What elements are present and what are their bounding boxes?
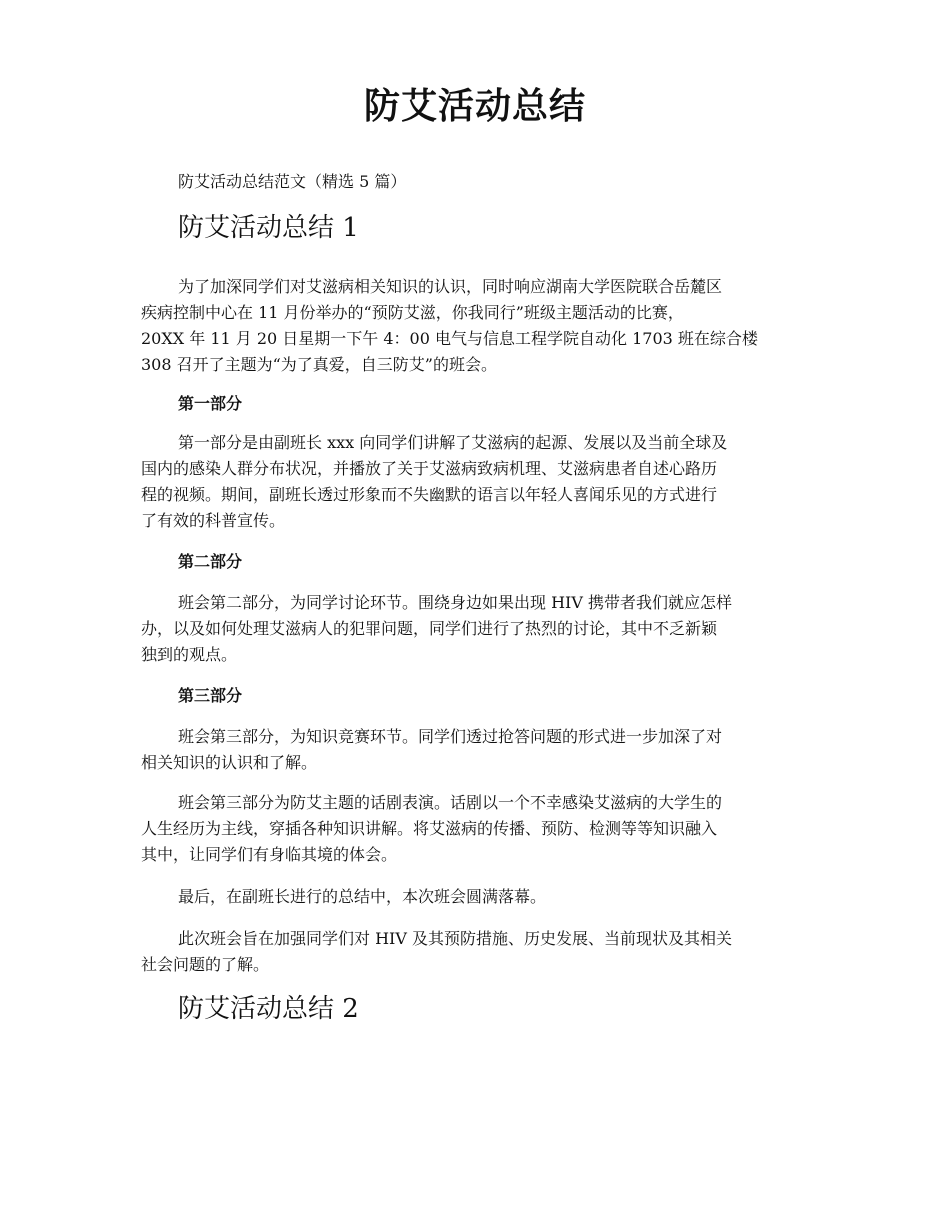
- paragraph-line: 疾病控制中心在 11 月份举办的“预防艾滋，你我同行”班级主题活动的比赛，: [141, 303, 684, 322]
- drama-paragraph: [141, 790, 811, 868]
- section-heading-1: 防艾活动总结 1: [178, 213, 359, 243]
- paragraph-line: 第一部分是由副班长 xxx 向同学们讲解了艾滋病的起源、发展以及当前全球及: [178, 433, 728, 452]
- section-heading-2: 防艾活动总结 2: [178, 994, 359, 1024]
- part3-paragraph: [141, 724, 811, 776]
- paragraph-line: 此次班会旨在加强同学们对 HIV 及其预防措施、历史发展、当前现状及其相关: [178, 929, 733, 948]
- paragraph-line: 其中，让同学们有身临其境的体会。: [141, 845, 398, 864]
- part2-heading: 第二部分: [178, 552, 243, 571]
- paragraph-line: 国内的感染人群分布状况，并播放了关于艾滋病致病机理、艾滋病患者自述心路历: [141, 459, 718, 478]
- part3-heading: 第三部分: [178, 686, 243, 705]
- paragraph-line: 程的视频。期间，副班长透过形象而不失幽默的语言以年轻人喜闻乐见的方式进行: [141, 485, 718, 504]
- paragraph-line: 独到的观点。: [141, 645, 238, 664]
- paragraph-line: 人生经历为主线，穿插各种知识讲解。将艾滋病的传播、预防、检测等等知识融入: [141, 819, 718, 838]
- document-title: 防艾活动总结: [363, 85, 586, 127]
- paragraph-line: 最后，在副班长进行的总结中，本次班会圆满落幕。: [178, 887, 547, 906]
- part1-heading: 第一部分: [178, 394, 243, 413]
- document-subtitle: 防艾活动总结范文（精选 5 篇）: [178, 172, 407, 191]
- purpose-paragraph: [141, 926, 811, 978]
- paragraph-line: 社会问题的了解。: [141, 955, 270, 974]
- paragraph-line: 相关知识的认识和了解。: [141, 753, 318, 772]
- paragraph-line: 办，以及如何处理艾滋病人的犯罪问题，同学们进行了热烈的讨论，其中不乏新颖: [141, 619, 718, 638]
- paragraph-line: 为了加深同学们对艾滋病相关知识的认识，同时响应湖南大学医院联合岳麓区: [178, 277, 723, 296]
- paragraph-line: 班会第三部分为防艾主题的话剧表演。话剧以一个不幸感染艾滋病的大学生的: [178, 793, 723, 812]
- closing-paragraph: [141, 884, 811, 910]
- paragraph-line: 了有效的科普宣传。: [141, 511, 286, 530]
- part1-paragraph: [141, 430, 811, 534]
- paragraph-line: 308 召开了主题为“为了真爱，自三防艾”的班会。: [141, 355, 497, 374]
- paragraph-line: 班会第三部分，为知识竞赛环节。同学们透过抢答问题的形式进一步加深了对: [178, 727, 723, 746]
- paragraph-line: 20XX 年 11 月 20 日星期一下午 4：00 电气与信息工程学院自动化 1703 班在综合楼: [141, 329, 758, 348]
- paragraph-line: 班会第二部分，为同学讨论环节。围绕身边如果出现 HIV 携带者我们就应怎样: [178, 593, 733, 612]
- part2-paragraph: [141, 590, 811, 668]
- intro-paragraph: [141, 274, 811, 378]
